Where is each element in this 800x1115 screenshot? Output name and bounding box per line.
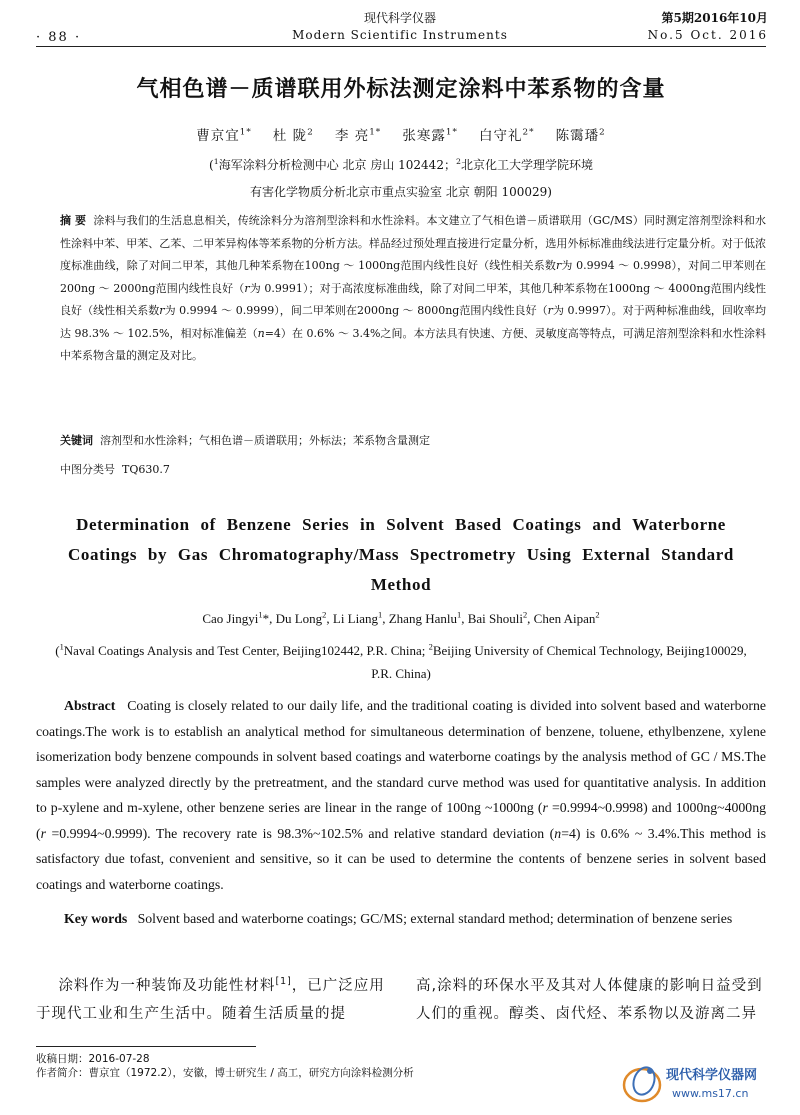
body-column-right: 高,涂料的环保水平及其对人体健康的影响日益受到人们的重视。醇类、卤代烃、苯系物以及游离二异	[416, 978, 763, 1022]
author-en: Li Liang$^1$,	[332, 609, 389, 626]
authors-cn	[36, 124, 766, 144]
journal-name-cn: 现代科学仪器	[363, 11, 436, 25]
abstract-cn-label: 摘 要	[60, 214, 87, 227]
issue-info	[598, 10, 768, 44]
journal-name	[250, 10, 550, 44]
watermark-logo-icon	[620, 1057, 780, 1107]
received-date: 收稿日期：2016-07-28	[36, 1053, 150, 1065]
footnote-rule	[36, 1046, 256, 1047]
authors-en	[36, 611, 766, 627]
watermark-logo	[620, 1057, 780, 1107]
author-en: Bai Shouli$^2$,	[467, 609, 534, 626]
keywords-en: Key words Solvent based and waterborne coatings; GC/MS; external standard method; determination of benzene series	[64, 911, 733, 926]
author-en: Zhang Hanlu$^1$,	[388, 609, 468, 626]
author-bio: 作者简介：曹京宜（1972.2），安徽，博士研究生 / 高工，研究方向涂料检测分析	[36, 1067, 414, 1079]
abstract-en: Abstract Coating is closely related to our daily life, and the traditional coating is divided into solvent based and waterborne coatings.The work is to establish an analytical method for simultaneous determination of benzene, toluene, ethylbenzene, xylene isomerization body benzene compounds in solvent based coatings and waterborne coatings by the analysis method of GC / MS.The samples were analyzed directly by the pretreatment, and the standard curve method was used for quantitative analysis. In addition to p-xylene and m-xylene, other benzene series are linear in the range of 100ng ~1000ng (r =0.9994~0.9998) and 1000ng~4000ng (r =0.9994~0.9999). The recovery rate is 98.3%~102.5% and relative standard deviation (n=4) is 0.6% ~ 3.4%.This method is satisfactory due tofast, convenient and sensitive, so it can be used to determine the contents of benzene series in solvent based coatings and waterborne coatings.	[36, 698, 766, 892]
affiliation-en: ($^1$Naval Coatings Analysis and Test Center, Beijing102442, P.R. China; $^2$Beijing University of Chemical Technology, Beijing100029, P.R. China)	[55, 641, 747, 681]
journal-name-en: Modern Scientific Instruments	[292, 28, 508, 42]
author-en: Cao Jingyi$^1$*,	[202, 609, 276, 626]
affiliation-cn: ($^1$海军涂料分析检测中心 北京 房山 102442；$^2$北京化工大学理学院环境 有害化学物质分析北京市重点实验室 北京 朝阳 100029)	[209, 157, 593, 199]
reference-link[interactable]: [1]	[275, 976, 292, 988]
author-cn: 张寒露$^{1*}$	[402, 127, 458, 144]
classification-cn: 中图分类号 TQ630.7	[60, 463, 170, 476]
svg-text:www.ms17.cn: www.ms17.cn	[672, 1087, 749, 1100]
abstract-cn: 摘 要 涂料与我们的生活息息相关，传统涂料分为溶剂型涂料和水性涂料。本文建立了气相色谱－质谱联用（GC/MS）同时测定溶剂型涂料和水性涂料中苯、甲苯、乙苯、二甲苯异构体等苯系物的分析方法。样品经过预处理直接进行定量分析，选用外标标准曲线法进行定量分析。对于低浓度标准曲线，除了对间二甲苯，其他几种苯系物在100ng ～ 1000ng范围内线性良好（线性相关系数r为 0.9994 ～ 0.9998），对间二甲苯则在200ng ～ 2000ng范围内线性良好（r为 0.9991）；对于高浓度标准曲线，除了对间二甲苯，其他几种苯系物在1000ng ～ 4000ng范围内线性良好（线性相关系数r为 0.9994 ～ 0.9999），间二甲苯则在2000ng ～ 8000ng范围内线性良好（r为 0.9997）。对于两种标准曲线，回收率均达 98.3% ～ 102.5%，相对标准偏差（n=4）在 0.6% ～ 3.4%之间。本方法具有快速、方便、灵敏度高等特点，可满足溶剂型涂料和水性涂料中苯系物含量的测定及对比。	[60, 214, 767, 362]
page-number: · 88 ·	[36, 30, 82, 45]
author-en: Chen Aipan$^2$	[533, 609, 600, 626]
author-cn: 李 亮$^{1*}$	[334, 127, 382, 144]
paper-title-cn: 气相色谱－质谱联用外标法测定涂料中苯系物的含量	[136, 77, 666, 102]
issue-en: No.5 Oct. 2016	[647, 28, 768, 42]
author-cn: 杜 陇$^2$	[272, 127, 314, 144]
author-en: Du Long$^2$,	[275, 609, 333, 626]
author-cn: 陈霭璠$^2$	[555, 127, 606, 144]
header-rule	[36, 46, 766, 47]
body-column-left: 涂料作为一种装饰及功能性材料[1]，已广泛应用于现代工业和生产生活中。随着生活质量的提	[36, 976, 385, 1022]
keywords-cn: 关键词 溶剂型和水性涂料；气相色谱－质谱联用；外标法；苯系物含量测定	[60, 434, 430, 447]
abstract-en-label: Abstract	[64, 698, 116, 713]
author-cn: 白守礼$^{2*}$	[479, 127, 535, 144]
svg-text:现代科学仪器网: 现代科学仪器网	[666, 1068, 758, 1083]
issue-cn: 第5期2016年10月	[661, 11, 768, 25]
paper-title-en: Determination of Benzene Series in Solvent Based Coatings and Waterborne Coatings by Gas Chromatography/Mass Spectrometry Using External Standard Method	[68, 515, 734, 594]
author-cn: 曹京宜$^{1*}$	[196, 127, 252, 144]
footnote	[36, 1052, 414, 1080]
